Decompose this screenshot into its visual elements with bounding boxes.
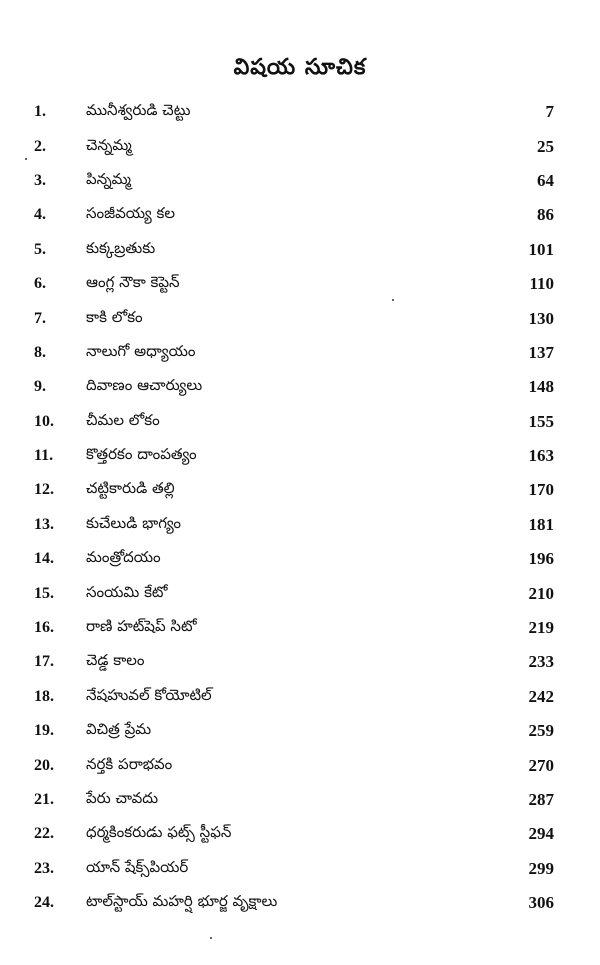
toc-number: 20. (34, 756, 54, 774)
toc-row (34, 336, 554, 370)
toc-title: దివాణం ఆచార్యులు (86, 376, 203, 395)
toc-page-number: 86 (537, 205, 554, 225)
toc-number: 6. (34, 275, 46, 293)
toc-page-number: 219 (528, 618, 554, 638)
print-speck (392, 299, 394, 301)
toc-title: చెన్నమ్మ (86, 135, 132, 154)
toc-title: నాలుగో అధ్యాయం (86, 341, 196, 360)
toc-title: ధర్మకింకరుడు ఫట్స్ స్టీఫన్ (86, 823, 232, 842)
toc-row (34, 267, 554, 301)
toc-number: 3. (34, 171, 46, 189)
toc-row (34, 542, 554, 576)
toc-page-number: 294 (528, 824, 554, 844)
toc-title: పిన్నమ్మ (86, 169, 132, 188)
toc-title: నేషహువల్ కోయోటిల్ (86, 685, 212, 704)
toc-title: టాల్‌స్టాయ్ మహర్షి భూర్జ వృక్షాలు (86, 892, 278, 911)
toc-row (34, 198, 554, 232)
toc-row (34, 852, 554, 886)
toc-page-number: 181 (528, 514, 554, 534)
print-speck (210, 937, 212, 939)
toc-page-number: 287 (528, 790, 554, 809)
toc-title: చీమల లోకం (86, 410, 160, 429)
toc-page-number: 196 (528, 549, 554, 569)
toc-row (34, 370, 554, 404)
toc-title: మంత్రోదయం (86, 548, 161, 567)
toc-row (34, 783, 554, 817)
toc-page-number: 270 (528, 755, 554, 775)
toc-row (34, 645, 554, 679)
toc-page-number: 137 (528, 342, 554, 362)
toc-row (34, 748, 554, 782)
toc-number: 13. (34, 515, 54, 533)
page-title: విషయ సూచిక (233, 54, 367, 80)
toc-number: 1. (34, 103, 46, 121)
toc-row (34, 508, 554, 542)
toc-number: 10. (34, 412, 54, 430)
toc-row (34, 817, 554, 851)
toc-number: 16. (34, 619, 54, 637)
toc-title: కుచేలుడి భాగ్యం (86, 513, 182, 532)
toc-number: 21. (34, 791, 54, 808)
toc-row (34, 473, 554, 507)
toc-page-number: 242 (528, 686, 554, 706)
toc-number: 4. (34, 206, 46, 224)
toc-title: నర్తకి పరాభవం (86, 754, 173, 773)
toc-page-number: 148 (528, 377, 554, 397)
toc-number: 5. (34, 240, 46, 258)
toc-row (34, 439, 554, 473)
toc-number: 23. (34, 859, 54, 877)
toc-title: చట్టికారుడి తల్లి (86, 479, 175, 498)
toc-page-number: 163 (528, 446, 554, 466)
toc-row (34, 233, 554, 267)
toc-title: పేరు చావదు (86, 789, 159, 807)
toc-number: 2. (34, 137, 46, 155)
toc-number: 22. (34, 825, 54, 843)
toc-title: రాణి హట్‌షెప్ సిటో (86, 617, 197, 636)
toc-page-number: 101 (528, 239, 554, 259)
toc-title: చెడ్డ కాలం (86, 651, 145, 670)
toc-page-number: 130 (528, 308, 554, 328)
toc-row (34, 611, 554, 645)
table-of-contents (34, 95, 554, 920)
toc-row (34, 301, 554, 335)
toc-row (34, 886, 554, 920)
toc-row (34, 576, 554, 610)
toc-page-number: 170 (528, 480, 554, 500)
toc-number: 18. (34, 687, 54, 705)
toc-page-number: 64 (537, 170, 554, 190)
toc-page-number: 210 (528, 583, 554, 603)
toc-row (34, 405, 554, 439)
toc-title: కుక్కబ్రతుకు (86, 238, 156, 257)
toc-number: 24. (34, 894, 54, 912)
print-speck (25, 158, 27, 160)
toc-page-number: 110 (529, 274, 554, 294)
toc-number: 11. (34, 447, 54, 465)
toc-page-number: 233 (528, 652, 554, 672)
toc-number: 17. (34, 653, 54, 671)
toc-title: సంజీవయ్య కల (86, 204, 175, 223)
toc-number: 12. (34, 481, 54, 499)
toc-number: 15. (34, 584, 54, 602)
toc-row (34, 164, 554, 198)
toc-row (34, 680, 554, 714)
toc-title: విచిత్ర ప్రేమ (86, 720, 152, 739)
toc-number: 14. (34, 550, 54, 568)
toc-title: ఆంగ్ల నౌకా కెప్టెన్ (86, 273, 180, 292)
toc-page-number: 7 (545, 102, 554, 122)
toc-title: సంయమి కేటో (86, 582, 168, 601)
toc-number: 19. (34, 722, 54, 740)
toc-number: 7. (34, 309, 46, 327)
toc-row (34, 714, 554, 748)
toc-row (34, 95, 554, 129)
toc-page-number: 306 (528, 893, 554, 913)
toc-title: మునీశ్వరుడి చెట్టు (86, 101, 191, 120)
toc-page-number: 155 (528, 411, 554, 431)
toc-row (34, 129, 554, 163)
toc-page-number: 299 (528, 858, 554, 878)
toc-title: కొత్తరకం దాంపత్యం (86, 445, 197, 464)
toc-title: కాకి లోకం (86, 307, 143, 326)
toc-number: 9. (34, 378, 46, 396)
toc-number: 8. (34, 343, 46, 361)
toc-page-number: 259 (528, 721, 554, 741)
toc-page-number: 25 (537, 136, 554, 156)
toc-title: యాన్ షేక్స్‌పియర్ (86, 857, 189, 876)
